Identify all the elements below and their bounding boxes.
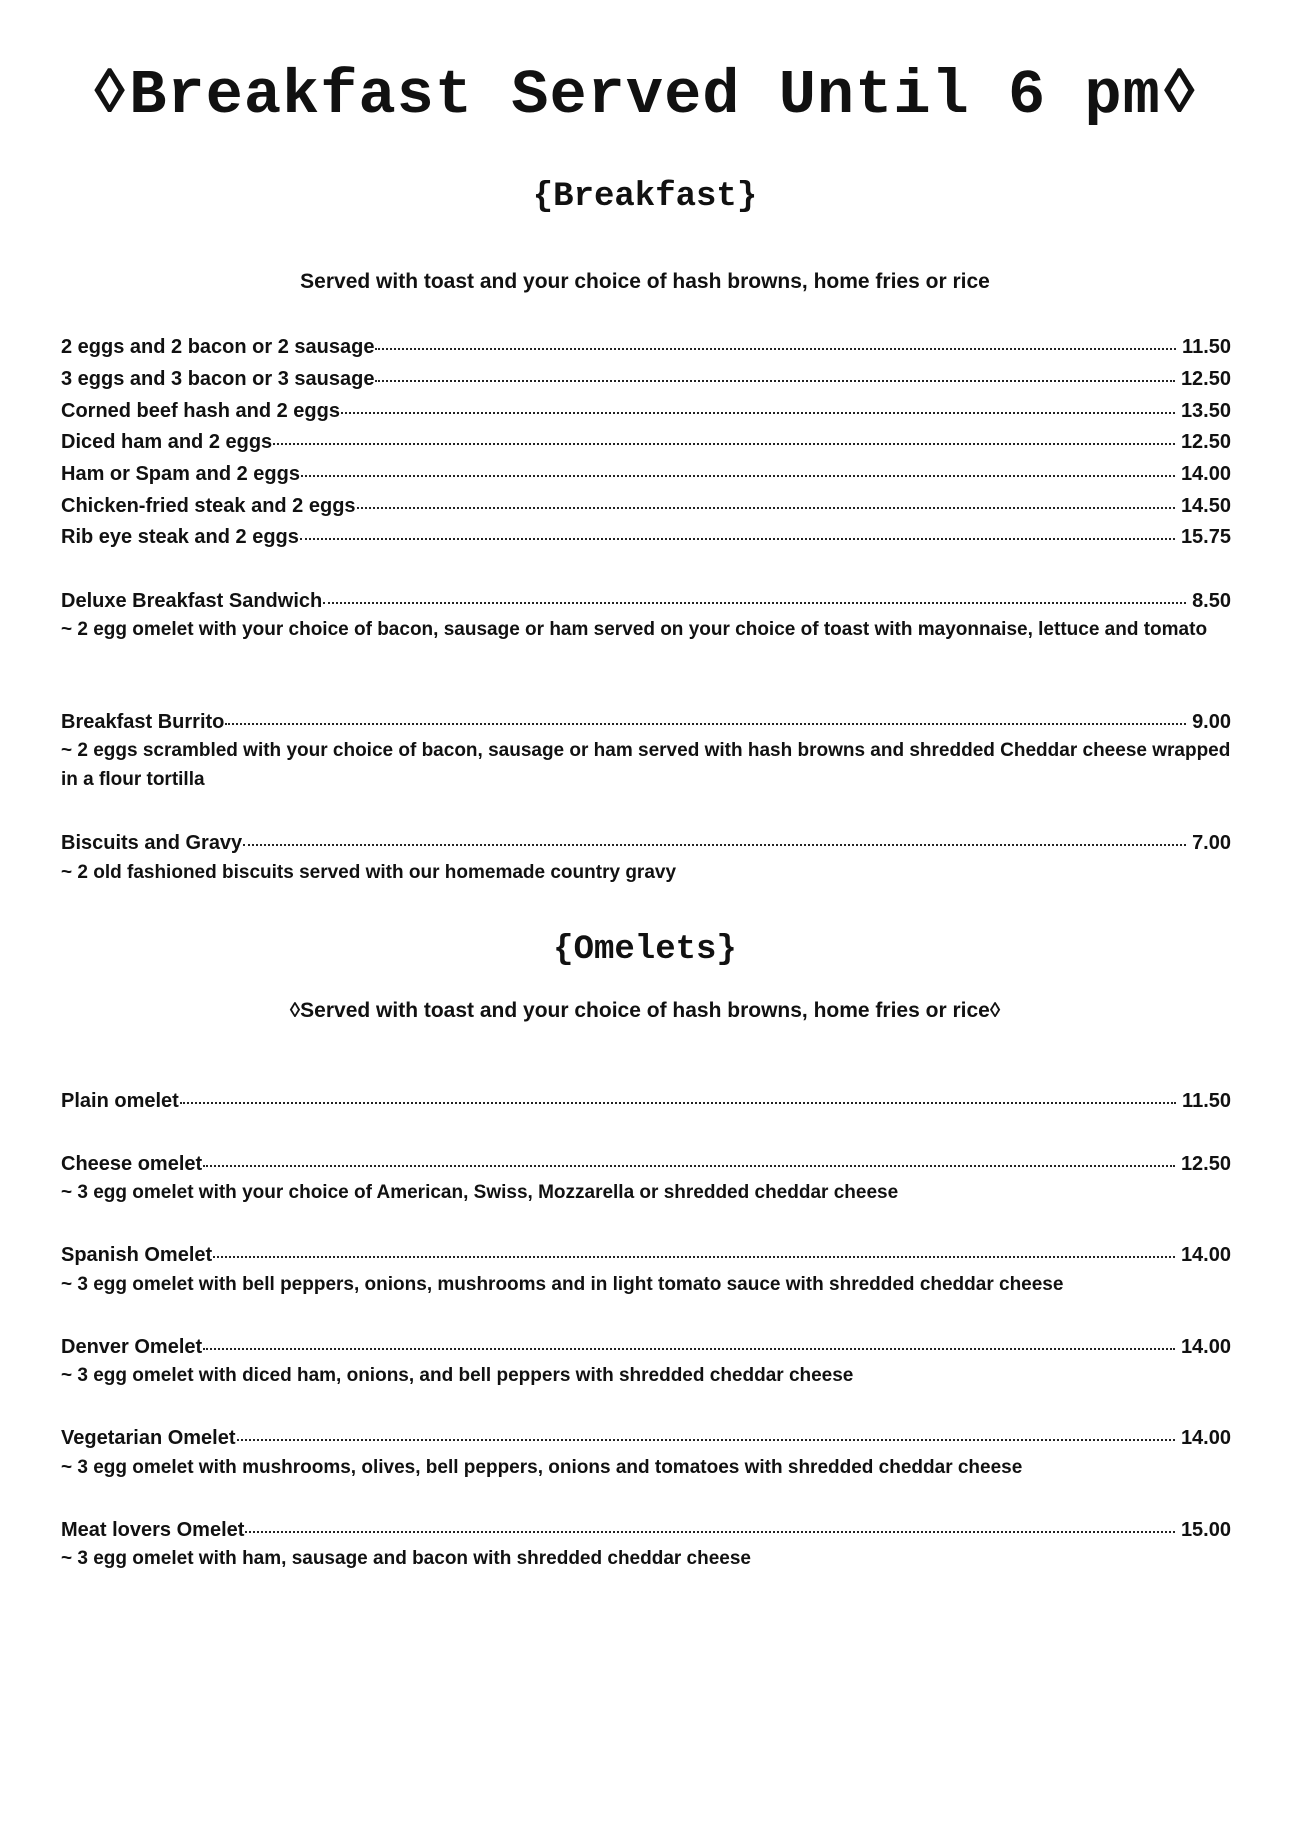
menu-item — [61, 1424, 1231, 1451]
item-name: Meat lovers Omelet — [61, 1519, 245, 1541]
item-price: 12.50 — [1180, 368, 1231, 390]
dot-leader — [341, 397, 1175, 417]
menu-item — [61, 428, 1231, 455]
menu-item — [61, 1516, 1231, 1543]
menu-item — [61, 708, 1231, 735]
item-price: 8.50 — [1192, 590, 1231, 612]
dot-leader — [213, 1241, 1175, 1261]
item-price: 14.00 — [1180, 1336, 1231, 1358]
item-name: Rib eye steak and 2 eggs — [61, 526, 299, 548]
item-name: 3 eggs and 3 bacon or 3 sausage — [61, 368, 375, 390]
item-description: ~ 3 egg omelet with mushrooms, olives, bell peppers, onions and tomatoes with shredded cheddar cheese — [61, 1457, 1023, 1478]
page-title: ◊Breakfast Served Until 6 pm◊ — [91, 60, 1199, 131]
item-description: ~ 2 egg omelet with your choice of bacon, sausage or ham served on your choice of toast with mayonnaise, lettuce and tomato — [61, 619, 1208, 640]
item-name: Spanish Omelet — [61, 1244, 213, 1266]
item-description: ~ 3 egg omelet with bell peppers, onions, mushrooms and in light tomato sauce with shredded cheddar cheese — [61, 1274, 1064, 1295]
breakfast-heading: {Breakfast} — [532, 178, 758, 216]
dot-leader — [273, 428, 1175, 448]
item-price: 14.00 — [1180, 1244, 1231, 1266]
menu-item — [61, 492, 1231, 519]
item-description: ~ 3 egg omelet with your choice of American, Swiss, Mozzarella or shredded cheddar cheese — [61, 1182, 899, 1203]
item-price: 14.00 — [1180, 463, 1231, 485]
item-price: 13.50 — [1180, 400, 1231, 422]
item-price: 9.00 — [1192, 711, 1231, 733]
dot-leader — [243, 829, 1186, 849]
item-name: Deluxe Breakfast Sandwich — [61, 590, 323, 612]
menu-item — [61, 365, 1231, 392]
omelets-subtitle: ◊Served with toast and your choice of hash browns, home fries or rice◊ — [289, 999, 1001, 1022]
dot-leader — [203, 1150, 1175, 1170]
dot-leader — [375, 333, 1176, 353]
omelets-heading: {Omelets} — [553, 931, 737, 969]
dot-leader — [245, 1516, 1175, 1536]
menu-item — [61, 1241, 1231, 1268]
item-price: 12.50 — [1180, 431, 1231, 453]
item-price: 14.00 — [1180, 1427, 1231, 1449]
item-description: ~ 2 old fashioned biscuits served with our homemade country gravy — [61, 862, 677, 883]
item-name: Diced ham and 2 eggs — [61, 431, 273, 453]
item-name: Chicken-fried steak and 2 eggs — [61, 495, 356, 517]
item-price: 11.50 — [1182, 336, 1231, 358]
dot-leader — [323, 587, 1186, 607]
item-name: Cheese omelet — [61, 1153, 203, 1175]
dot-leader — [375, 365, 1174, 385]
item-description: ~ 2 eggs scrambled with your choice of bacon, sausage or ham served with hash browns and shredded Cheddar cheese wrapped in a flour tortilla — [61, 740, 1231, 790]
menu-item — [61, 397, 1231, 424]
item-name: Corned beef hash and 2 eggs — [61, 400, 340, 422]
dot-leader — [301, 460, 1175, 480]
item-price: 11.50 — [1182, 1090, 1231, 1112]
item-name: Ham or Spam and 2 eggs — [61, 463, 300, 485]
menu-item — [61, 829, 1231, 856]
item-name: Vegetarian Omelet — [61, 1427, 236, 1449]
menu-item — [61, 587, 1231, 614]
item-price: 7.00 — [1192, 832, 1231, 854]
item-name: Biscuits and Gravy — [61, 832, 243, 854]
dot-leader — [237, 1424, 1175, 1444]
menu-item — [61, 1333, 1231, 1360]
menu-item — [61, 460, 1231, 487]
item-description: ~ 3 egg omelet with diced ham, onions, and bell peppers with shredded cheddar cheese — [61, 1365, 854, 1386]
item-description: ~ 3 egg omelet with ham, sausage and bacon with shredded cheddar cheese — [61, 1548, 752, 1569]
menu-item — [61, 1087, 1231, 1114]
dot-leader — [203, 1333, 1175, 1353]
dot-leader — [300, 523, 1175, 543]
item-name: Breakfast Burrito — [61, 711, 225, 733]
menu-item — [61, 1150, 1231, 1177]
item-price: 12.50 — [1180, 1153, 1231, 1175]
item-name: Plain omelet — [61, 1090, 179, 1112]
dot-leader — [225, 708, 1186, 728]
item-name: Denver Omelet — [61, 1336, 203, 1358]
item-price: 15.00 — [1180, 1519, 1231, 1541]
dot-leader — [180, 1087, 1176, 1107]
item-name: 2 eggs and 2 bacon or 2 sausage — [61, 336, 375, 358]
menu-item — [61, 333, 1231, 360]
breakfast-subtitle: Served with toast and your choice of hash browns, home fries or rice — [300, 270, 990, 293]
dot-leader — [357, 492, 1175, 512]
menu-item — [61, 523, 1231, 550]
item-price: 14.50 — [1180, 495, 1231, 517]
item-price: 15.75 — [1180, 526, 1231, 548]
